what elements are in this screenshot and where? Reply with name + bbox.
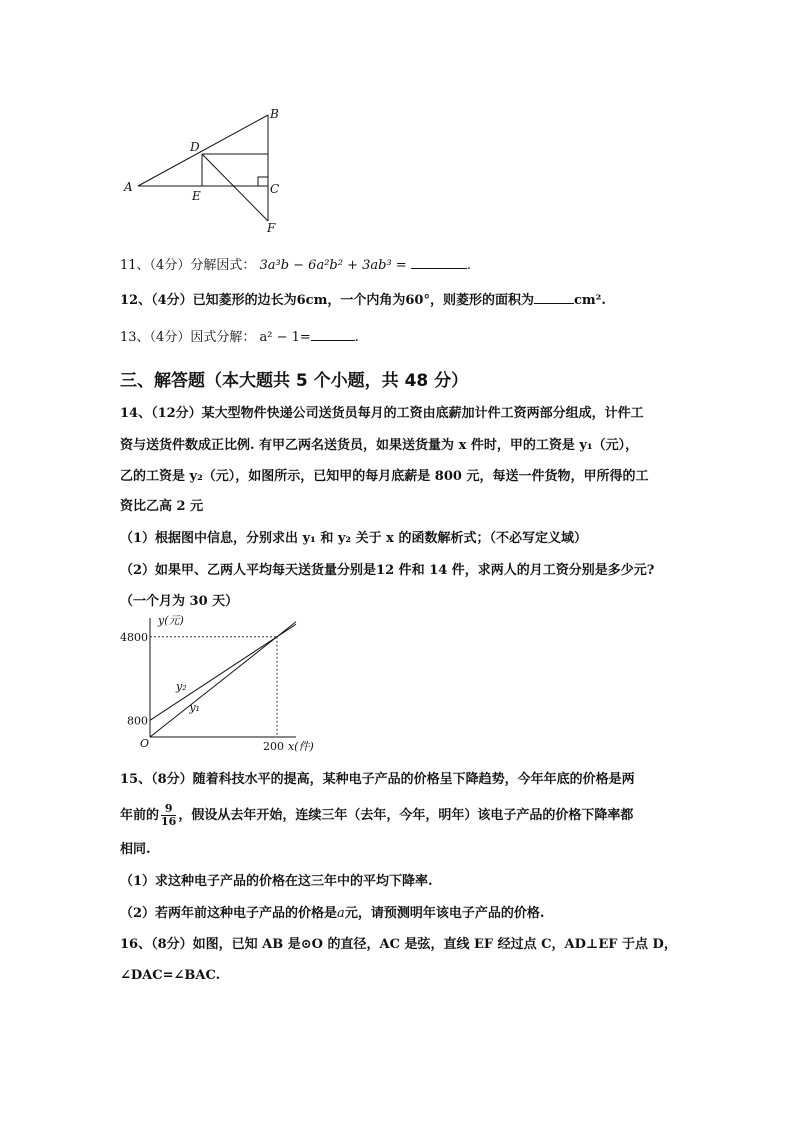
q15-sub-2-start: （2）若两年前这种电子产品的价格是 (120, 906, 338, 921)
fraction-numerator: 9 (161, 803, 176, 816)
right-angle-mark (258, 177, 268, 186)
series-label-y2: y₂ (176, 680, 187, 694)
geometry-figure (118, 104, 288, 235)
x-axis-label: x(件) (287, 740, 314, 753)
q13-expression: a² − 1= (259, 330, 311, 345)
q14-sub-2: （2）如果甲、乙两人平均每天送货量分别是12 件和 14 件，求两人的月工资分别是多少元? (120, 563, 655, 578)
q11-answer-blank[interactable] (411, 254, 467, 269)
q16-line-1: 16、（8分）如图，已知 AB 是⊙O 的直径，AC 是弦，直线 EF 经过点 C，AD⊥EF 于点 D， (120, 937, 677, 952)
q12-text: 12、（4分）已知菱形的边长为6cm，一个内角为60°，则菱形的面积为 (120, 293, 534, 308)
question-13 (120, 326, 359, 348)
salary-line-chart (120, 612, 314, 762)
x-tick-label-200: 200 (262, 740, 284, 753)
label-B: B (270, 107, 279, 121)
q14-sub-1: （1）根据图中信息，分别求出 y₁ 和 y₂ 关于 x 的函数解析式；（不必写定义域） (120, 531, 587, 546)
q14-line-2: 资与送货件数成正比例. 有甲乙两名送货员，如果送货量为 x 件时，甲的工资是 y₁（元）， (120, 438, 639, 453)
y-axis-label: y(元) (158, 614, 184, 627)
q13-answer-blank[interactable] (311, 326, 355, 341)
segment-DF (202, 154, 268, 221)
variable-a: a (337, 906, 345, 921)
q15-line-1: 15、（8分）随着科技水平的提高，某种电子产品的价格呈下降趋势，今年年底的价格是两 (120, 772, 635, 787)
section-3-heading: 三、解答题（本大题共 5 个小题，共 48 分） (120, 371, 469, 391)
q15-line-2-end: ，假设从去年开始，连续三年（去年，今年，明年）该电子产品的价格下降率都 (178, 808, 634, 823)
label-A: A (124, 180, 133, 194)
q15-sub-2-end: 元，请预测明年该电子产品的价格. (344, 906, 545, 921)
q12-unit: cm². (573, 293, 606, 308)
q13-suffix: . (354, 330, 359, 345)
q13-prefix: 13、（4分）因式分解： (120, 330, 256, 345)
series-label-y1: y₁ (189, 700, 200, 714)
q14-line-3: 乙的工资是 y₂（元），如图所示，已知甲的每月底薪是 800 元，每送一件货物，甲所得的工 (120, 469, 649, 484)
label-F: F (267, 221, 276, 235)
y-tick-label-800: 800 (127, 714, 148, 728)
q15-line-2-start: 年前的 (120, 808, 160, 823)
q11-expression: 3a³b − 6a²b² + 3ab³ = (259, 258, 407, 273)
q16-line-2: ∠DAC=∠BAC. (120, 968, 221, 983)
q12-answer-blank[interactable] (534, 289, 574, 304)
segment-AB (138, 115, 268, 186)
question-12 (120, 289, 606, 311)
q14-sub-2-note: （一个月为 30 天） (120, 594, 239, 609)
label-D: D (190, 140, 200, 154)
question-11 (120, 254, 471, 276)
series-line-2 (150, 624, 296, 720)
q11-suffix: . (466, 258, 471, 273)
q15-line-3: 相同. (120, 842, 151, 857)
q11-prefix: 11、（4分）分解因式： (120, 258, 256, 273)
fraction-nine-sixteenths (161, 803, 176, 828)
origin-label: O (140, 737, 150, 750)
label-E: E (192, 189, 201, 203)
q15-sub-1: （1）求这种电子产品的价格在这三年中的平均下降率. (120, 874, 433, 889)
y-tick-label-4800: 4800 (120, 630, 148, 644)
q15-line-2 (120, 803, 633, 828)
q14-line-1: 14、（12分）某大型物件快递公司送货员每月的工资由底薪加计件工资两部分组成，计件工 (120, 406, 644, 421)
q14-line-4: 资比乙高 2 元 (120, 499, 204, 514)
fraction-denominator: 16 (161, 815, 177, 828)
q15-sub-2 (120, 904, 544, 924)
label-C: C (270, 182, 280, 196)
